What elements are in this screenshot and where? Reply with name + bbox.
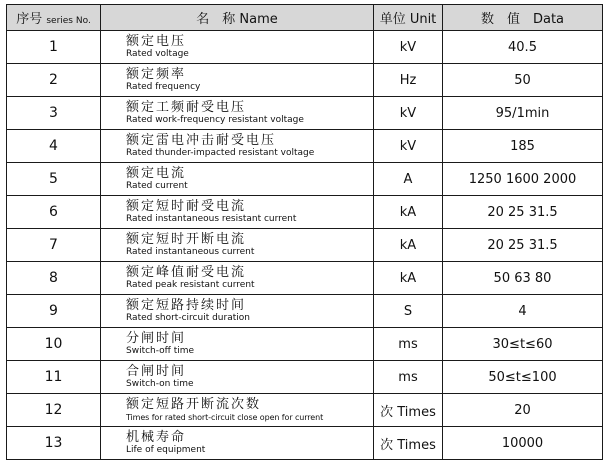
row-number: 5	[7, 163, 101, 196]
row-unit: kV	[374, 130, 443, 163]
table-row	[7, 328, 603, 361]
row-name	[101, 295, 374, 328]
spec-table	[6, 4, 603, 460]
row-name-zh: 额定峰值耐受电流	[126, 265, 247, 280]
header-name: 名 称 Name	[101, 5, 374, 31]
header-value: 数 值 Data	[443, 5, 603, 31]
row-name	[101, 361, 374, 394]
row-value: 185	[443, 130, 603, 163]
row-value: 10000	[443, 427, 603, 460]
table-row	[7, 229, 603, 262]
row-value: 20 25 31.5	[443, 229, 603, 262]
row-unit: kV	[374, 31, 443, 64]
header-unit: 单位 Unit	[374, 5, 443, 31]
table-row	[7, 394, 603, 427]
row-name-en: Life of equipment	[126, 445, 206, 455]
row-value: 20	[443, 394, 603, 427]
row-name	[101, 427, 374, 460]
row-name-en: Rated instantaneous resistant current	[126, 214, 297, 224]
row-value: 50≤t≤100	[443, 361, 603, 394]
row-unit: A	[374, 163, 443, 196]
row-value: 20 25 31.5	[443, 196, 603, 229]
row-value: 50 63 80	[443, 262, 603, 295]
row-name-zh: 额定短时开断电流	[126, 232, 247, 247]
row-name-en: Rated peak resistant current	[126, 280, 255, 290]
row-name-en: Rated short-circuit duration	[126, 313, 250, 323]
row-name-en: Rated thunder-impacted resistant voltage	[126, 148, 315, 158]
row-name-en: Switch-off time	[126, 346, 195, 356]
row-name	[101, 163, 374, 196]
row-name-en: Rated instantaneous current	[126, 247, 255, 257]
row-unit: Hz	[374, 64, 443, 97]
table-row	[7, 97, 603, 130]
row-unit: kA	[374, 196, 443, 229]
table-row	[7, 361, 603, 394]
row-name-zh: 额定工频耐受电压	[126, 100, 247, 115]
row-name	[101, 196, 374, 229]
row-name-en: Rated voltage	[126, 49, 189, 59]
row-name-en: Rated current	[126, 181, 188, 191]
table-row	[7, 427, 603, 460]
row-value: 4	[443, 295, 603, 328]
row-unit: ms	[374, 328, 443, 361]
row-name	[101, 97, 374, 130]
row-name-en: Rated work-frequency resistant voltage	[126, 115, 304, 125]
row-number: 13	[7, 427, 101, 460]
row-unit: ms	[374, 361, 443, 394]
row-number: 7	[7, 229, 101, 262]
header-series-no-en: series No.	[46, 16, 91, 26]
row-name-zh: 额定短路开断流次数	[126, 397, 262, 412]
row-number: 2	[7, 64, 101, 97]
table-row	[7, 295, 603, 328]
row-name	[101, 130, 374, 163]
row-name-zh: 额定短时耐受电流	[126, 199, 247, 214]
row-unit: kA	[374, 229, 443, 262]
row-value: 50	[443, 64, 603, 97]
row-name-zh: 分闸时间	[126, 331, 187, 346]
row-value: 30≤t≤60	[443, 328, 603, 361]
table-row	[7, 196, 603, 229]
table-row	[7, 64, 603, 97]
row-unit: 次 Times	[374, 394, 443, 427]
row-value: 40.5	[443, 31, 603, 64]
row-number: 10	[7, 328, 101, 361]
table-row	[7, 262, 603, 295]
row-name	[101, 64, 374, 97]
row-value: 1250 1600 2000	[443, 163, 603, 196]
row-number: 4	[7, 130, 101, 163]
row-name-zh: 额定频率	[126, 67, 187, 82]
row-number: 8	[7, 262, 101, 295]
header-series-no	[7, 5, 101, 31]
spec-table-container	[6, 4, 603, 460]
row-value: 95/1min	[443, 97, 603, 130]
row-number: 6	[7, 196, 101, 229]
table-row	[7, 31, 603, 64]
row-name-zh: 额定短路持续时间	[126, 298, 247, 313]
row-name	[101, 229, 374, 262]
row-name-zh: 额定电压	[126, 34, 187, 49]
header-series-no-zh: 序号	[16, 12, 43, 27]
row-number: 3	[7, 97, 101, 130]
row-number: 11	[7, 361, 101, 394]
row-name-zh: 额定雷电冲击耐受电压	[126, 133, 277, 148]
row-name	[101, 394, 374, 427]
row-name	[101, 31, 374, 64]
row-name-en: Switch-on time	[126, 379, 194, 389]
row-unit: S	[374, 295, 443, 328]
table-header-row	[7, 5, 603, 31]
table-row	[7, 130, 603, 163]
row-number: 12	[7, 394, 101, 427]
row-name-en: Rated frequency	[126, 82, 201, 92]
row-number: 1	[7, 31, 101, 64]
table-row	[7, 163, 603, 196]
row-number: 9	[7, 295, 101, 328]
row-name-en: Times for rated short-circuit close open for current	[126, 413, 324, 422]
row-unit: 次 Times	[374, 427, 443, 460]
row-name-zh: 额定电流	[126, 166, 187, 181]
row-name	[101, 328, 374, 361]
row-name-zh: 机械寿命	[126, 430, 187, 445]
row-unit: kV	[374, 97, 443, 130]
row-unit: kA	[374, 262, 443, 295]
row-name-zh: 合闸时间	[126, 364, 187, 379]
row-name	[101, 262, 374, 295]
